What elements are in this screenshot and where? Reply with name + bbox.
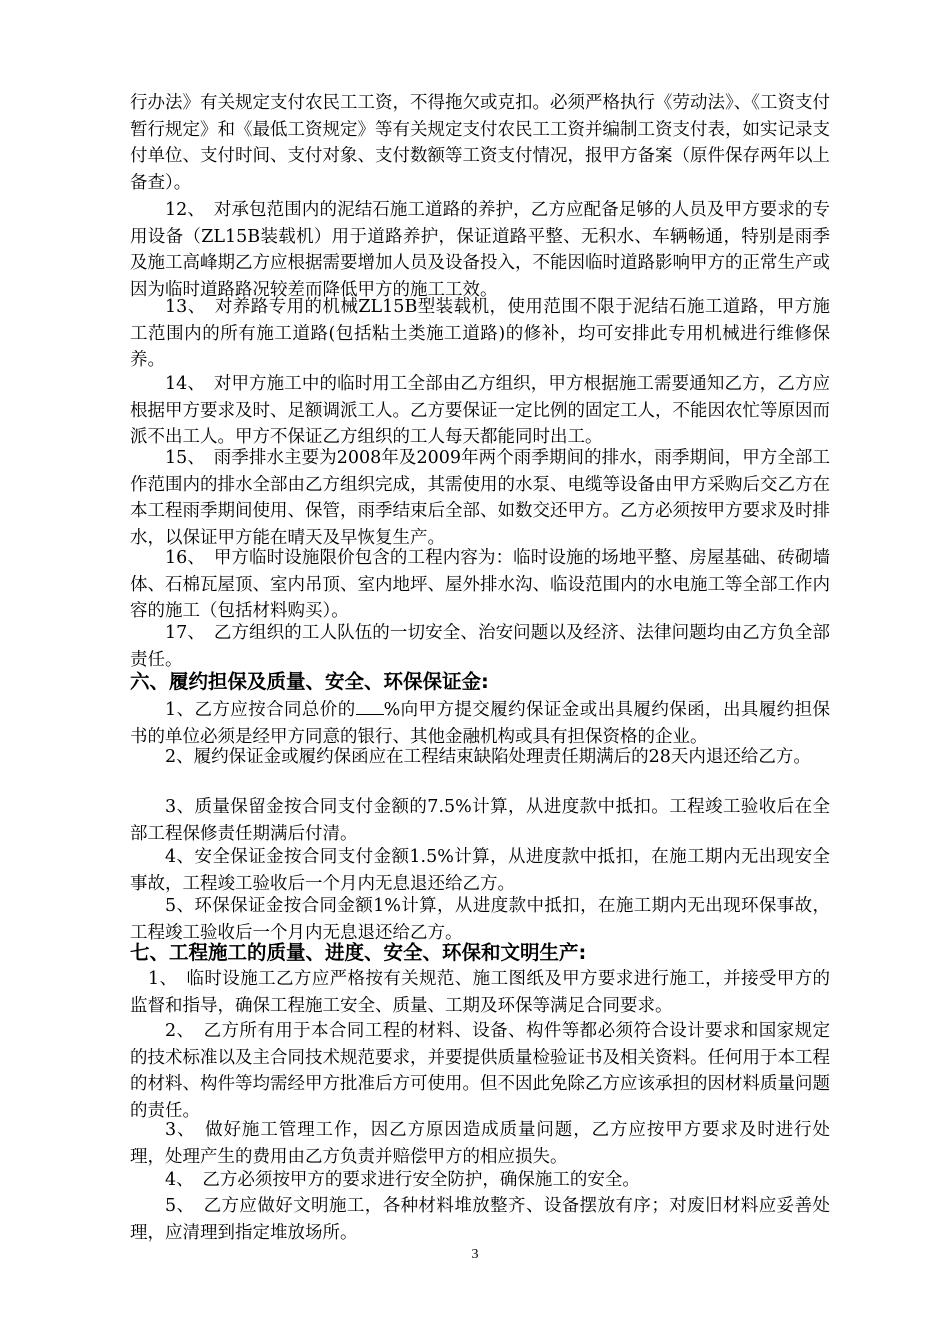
section-6-item-2: 2、履约保证金或履约保函应在工程结束缺陷处理责任期满后的28天内退还给乙方。 — [165, 747, 811, 767]
paragraph-wage-payment: 行办法》有关规定支付农民工工资，不得拖欠或克扣。必须严格执行《劳动法》、《工资支付暂行规定》和《最低工资规定》等有关规定支付农民工工资并编制工资支付表，如实记录支付单位、支付时间、支付对象、支付数额等工资支付情况，报甲方备案（原件保存两年以上备查）。 — [130, 93, 830, 193]
percentage-blank — [356, 713, 384, 715]
paragraph-item-13: 13、 对养路专用的机械ZL15B型装载机，使用范围不限于泥结石施工道路，甲方施工范围内的所有施工道路(包括粘土类施工道路)的修补，均可安排此专用机械进行维修保养。 — [130, 297, 830, 371]
paragraph-item-14: 14、 对甲方施工中的临时用工全部由乙方组织，甲方根据施工需要通知乙方，乙方应根据甲方要求及时、足额调派工人。乙方要保证一定比例的固定工人，不能因农忙等原因而派不出工人。甲方不保证乙方组织的工人每天都能同时出工。 — [130, 374, 830, 448]
page-number: 3 — [471, 1247, 479, 1262]
section-6-item-1 — [130, 697, 830, 750]
section-7-item-1: 1、 临时设施工乙方应严格按有关规范、施工图纸及甲方要求进行施工，并接受甲方的监督和指导，确保工程施工安全、质量、工期及环保等满足合同要求。 — [130, 969, 830, 1016]
section-6-heading: 六、履约担保及质量、安全、环保保证金: — [130, 670, 489, 693]
paragraph-item-12: 12、 对承包范围内的泥结石施工道路的养护，乙方应配备足够的人员及甲方要求的专用设备（ZL15B装载机）用于道路养护，保证道路平整、无积水、车辆畅通，特别是雨季及施工高峰期乙方应根据需要增加人员及设备投入，不能因临时道路影响甲方的正常生产或因为临时道路路况较差而降低甲方的施工工效。 — [130, 200, 830, 300]
section-7-item-4: 4、 乙方必须按甲方的要求进行安全防护，确保施工的安全。 — [165, 1170, 640, 1190]
section-7-item-2: 2、 乙方所有用于本合同工程的材料、设备、构件等都必须符合设计要求和国家规定的技术标准以及主合同技术规范要求，并要提供质量检验证书及相关资料。任何用于本工程的材料、构件等均需经甲方批准后方可使用。但不因此免除乙方应该承担的因材料质量问题的责任。 — [130, 1021, 830, 1121]
section-7-heading: 七、工程施工的质量、进度、安全、环保和文明生产: — [130, 941, 587, 964]
section-7-item-5: 5、 乙方应做好文明施工，各种材料堆放整齐、设备摆放有序；对废旧材料应妥善处理，应清理到指定堆放场所。 — [130, 1196, 830, 1243]
paragraph-item-16: 16、 甲方临时设施限价包含的工程内容为：临时设施的场地平整、房屋基础、砖砌墙体、石棉瓦屋顶、室内吊顶、室内地坪、屋外排水沟、临设范围内的水电施工等全部工作内容的施工（包括材料购买）。 — [130, 548, 830, 622]
paragraph-item-15: 15、 雨季排水主要为2008年及2009年两个雨季期间的排水，雨季期间，甲方全部工作范围内的排水全部由乙方组织完成，其需使用的水泵、电缆等设备由甲方采购后交乙方在本工程雨季期间使用、保管，雨季结束后全部、如数交还甲方。乙方必须按甲方要求及时排水，以保证甲方能在晴天及早恢复生产。 — [130, 448, 830, 548]
section-6-item-1-before: 1、乙方应按合同总价的 — [165, 700, 356, 720]
section-6-item-3: 3、质量保留金按合同支付金额的7.5%计算，从进度款中抵扣。工程竣工验收后在全部工程保修责任期满后付清。 — [130, 797, 830, 844]
paragraph-item-17: 17、 乙方组织的工人队伍的一切安全、治安问题以及经济、法律问题均由乙方负全部责任。 — [130, 623, 830, 670]
section-6-item-1-after: %向甲方提交履约保证金或出具履约保函，出具履约担保书的单位必须是经甲方同意的银行、其他金融机构或具有担保资格的企业。 — [130, 700, 830, 747]
section-7-item-3: 3、 做好施工管理工作，因乙方原因造成质量问题，乙方应按甲方要求及时进行处理，处理产生的费用由乙方负责并赔偿甲方的相应损失。 — [130, 1120, 830, 1167]
section-6-item-5: 5、环保保证金按合同金额1%计算，从进度款中抵扣，在施工期内无出现环保事故，工程竣工验收后一个月内无息退还给乙方。 — [130, 896, 830, 943]
section-6-item-4: 4、安全保证金按合同支付金额1.5%计算，从进度款中抵扣，在施工期内无出现安全事故，工程竣工验收后一个月内无息退还给乙方。 — [130, 847, 830, 894]
